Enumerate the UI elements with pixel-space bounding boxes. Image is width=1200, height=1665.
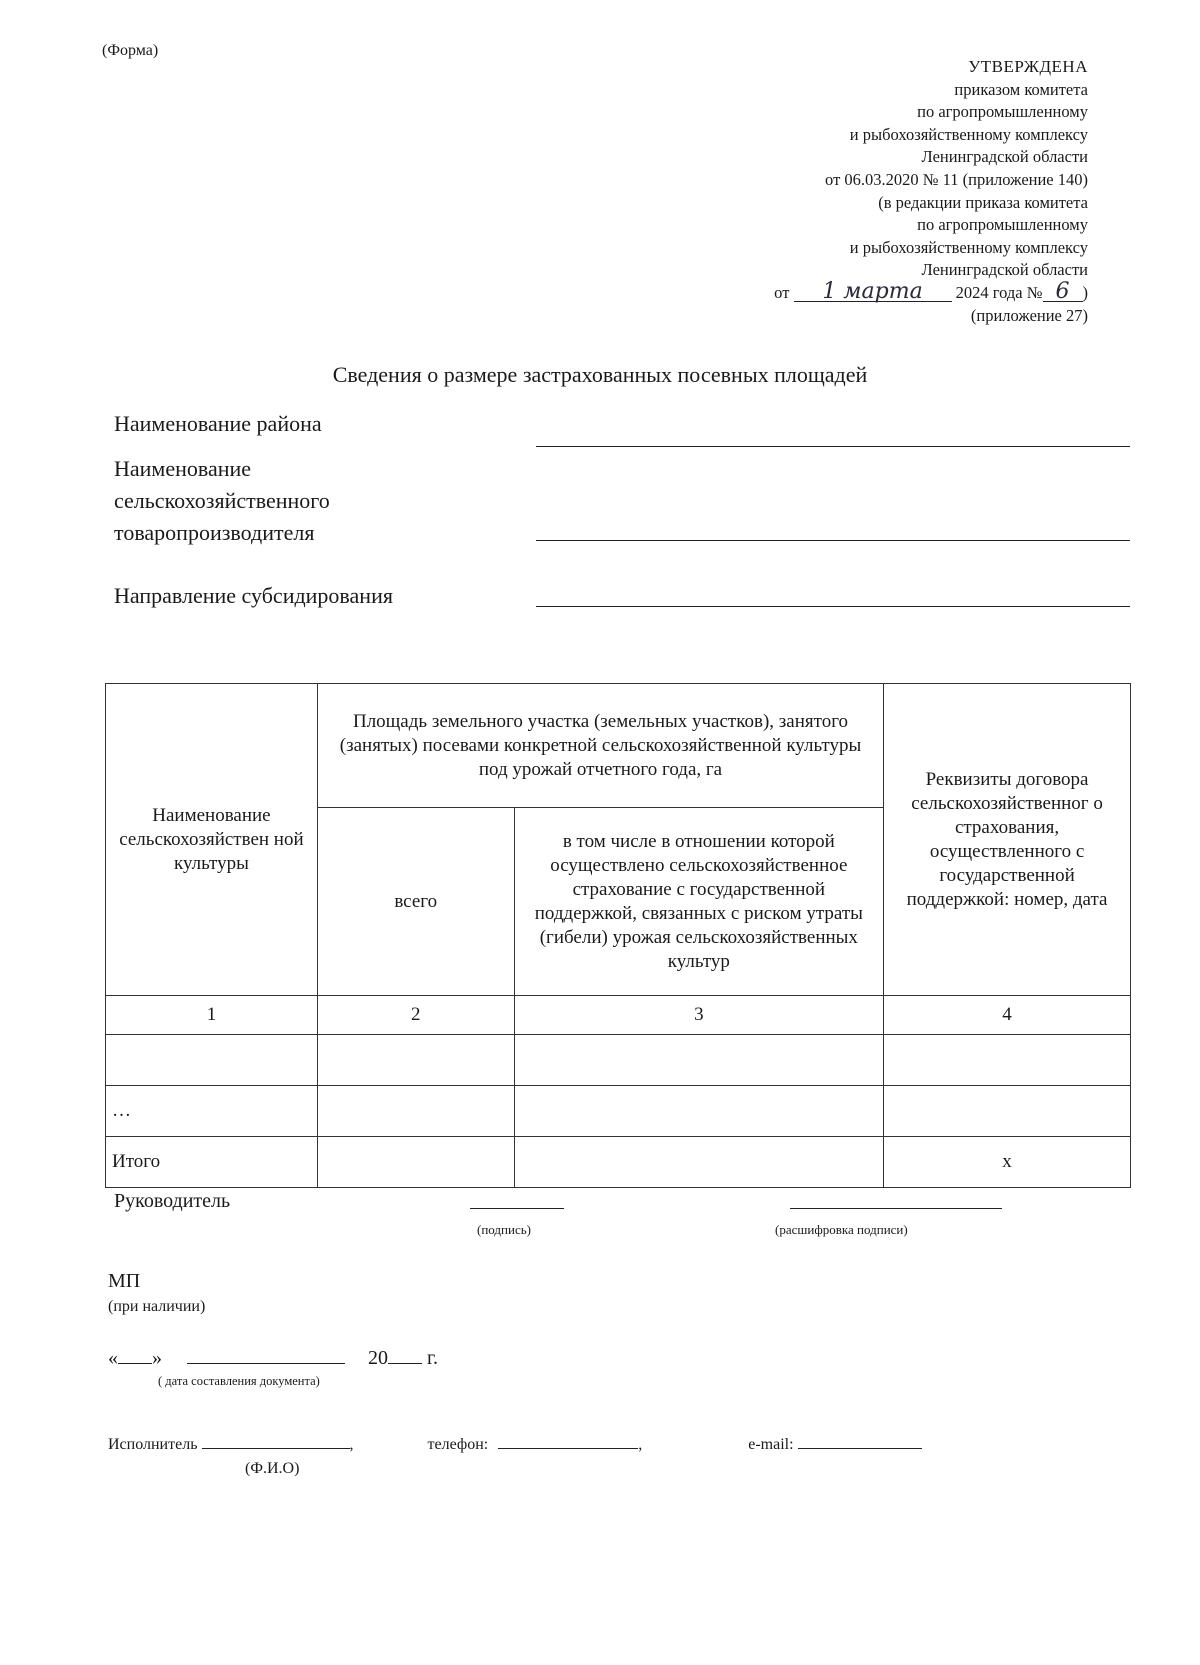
approval-line: приказом комитета (954, 79, 1088, 99)
ellipsis-cell[interactable]: … (106, 1086, 318, 1137)
handwritten-date: 1 марта (794, 283, 952, 302)
approval-line: по агропромышленному (917, 102, 1088, 122)
total-x-cell: х (884, 1137, 1131, 1188)
email-field[interactable] (798, 1448, 922, 1449)
table-cell[interactable] (514, 1086, 884, 1137)
year-suffix: г. (427, 1347, 438, 1369)
signature-field[interactable] (470, 1208, 564, 1209)
approval-appendix: (приложение 27) (970, 305, 1088, 325)
column-number: 2 (317, 996, 514, 1035)
form-label: (Форма) (102, 42, 159, 59)
approval-close-paren: ) (1082, 282, 1088, 302)
approval-date-line (774, 278, 1088, 305)
executor-field[interactable] (202, 1448, 350, 1449)
header-area: Площадь земельного участка (земельных участков), занятого (занятых) посевами конкретной сельскохозяйственной культуры под урожай отчетного года, га (317, 684, 883, 808)
close-quote: » (152, 1347, 162, 1369)
table-row (106, 1035, 1131, 1086)
approval-line: (в редакции приказа комитета (878, 192, 1088, 212)
approval-line: по агропромышленному (917, 215, 1088, 235)
table-cell[interactable] (106, 1035, 318, 1086)
table-cell[interactable] (317, 1086, 514, 1137)
executor-line: Исполнитель , телефон: , e-mail: (108, 1436, 922, 1454)
sown-area-table (105, 683, 1131, 1188)
producer-label (114, 453, 330, 549)
day-field[interactable] (118, 1363, 152, 1364)
table-cell[interactable] (514, 1035, 884, 1086)
stamp-label: МП (108, 1270, 141, 1292)
table-cell[interactable] (884, 1035, 1131, 1086)
year-field[interactable] (388, 1363, 422, 1364)
total-row (106, 1137, 1131, 1188)
column-number: 4 (884, 996, 1131, 1035)
header-contract: Реквизиты договора сельскохозяйственног о страхования, осуществленного с государственной поддержкой: номер, дата (884, 684, 1131, 996)
header-crop-name: Наименование сельскохозяйствен ной культуры (106, 684, 318, 996)
approval-line: и рыбохозяйственному комплексу (849, 237, 1088, 257)
total-label: Итого (106, 1137, 318, 1188)
approval-ot: от (774, 282, 790, 302)
approval-heading: УТВЕРЖДЕНА (968, 57, 1088, 76)
phone-field[interactable] (498, 1448, 638, 1449)
century: 20 (368, 1347, 388, 1369)
producer-label-line: товаропроизводителя (114, 520, 315, 545)
page-title: Сведения о размере застрахованных посевных площадей (332, 362, 868, 387)
email-label: e-mail: (748, 1436, 794, 1453)
table-cell[interactable] (884, 1086, 1131, 1137)
approval-line: и рыбохозяйственному комплексу (849, 124, 1088, 144)
signature-caption: (подпись) (477, 1222, 531, 1237)
producer-label-line: Наименование (114, 456, 252, 481)
producer-label-line: сельскохозяйственного (114, 488, 330, 513)
head-label: Руководитель (114, 1190, 231, 1212)
approval-year: 2024 года № (955, 282, 1043, 302)
month-field[interactable] (187, 1363, 345, 1364)
table-row (106, 1086, 1131, 1137)
producer-field[interactable] (536, 540, 1130, 541)
column-number-row (106, 996, 1131, 1035)
header-insured: в том числе в отношении которой осуществлено сельскохозяйственное страхование с государственной поддержкой, связанных с риском утраты (гибели) урожая сельскохозяйственных культур (514, 808, 884, 996)
district-field[interactable] (536, 446, 1130, 447)
column-number: 3 (514, 996, 884, 1035)
phone-label: телефон: (427, 1436, 489, 1453)
approval-block (774, 56, 1088, 327)
handwritten-number: 6 (1043, 283, 1083, 302)
direction-field[interactable] (536, 606, 1130, 607)
date-caption: ( дата составления документа) (158, 1374, 320, 1388)
document-date (108, 1347, 438, 1370)
direction-label: Направление субсидирования (114, 583, 393, 608)
approval-line: Ленинградской области (921, 260, 1088, 280)
table-cell[interactable] (317, 1035, 514, 1086)
column-number: 1 (106, 996, 318, 1035)
approval-line: Ленинградской области (921, 147, 1088, 167)
signature-decode-caption: (расшифровка подписи) (775, 1222, 908, 1237)
table-cell[interactable] (514, 1137, 884, 1188)
table-cell[interactable] (317, 1137, 514, 1188)
header-total: всего (317, 808, 514, 996)
stamp-note: (при наличии) (108, 1298, 206, 1315)
open-quote: « (108, 1347, 118, 1369)
district-label: Наименование района (114, 411, 322, 436)
executor-label: Исполнитель (108, 1436, 198, 1453)
fio-caption: (Ф.И.О) (245, 1460, 300, 1477)
approval-line: от 06.03.2020 № 11 (приложение 140) (825, 169, 1088, 189)
signature-decode-field[interactable] (790, 1208, 1002, 1209)
